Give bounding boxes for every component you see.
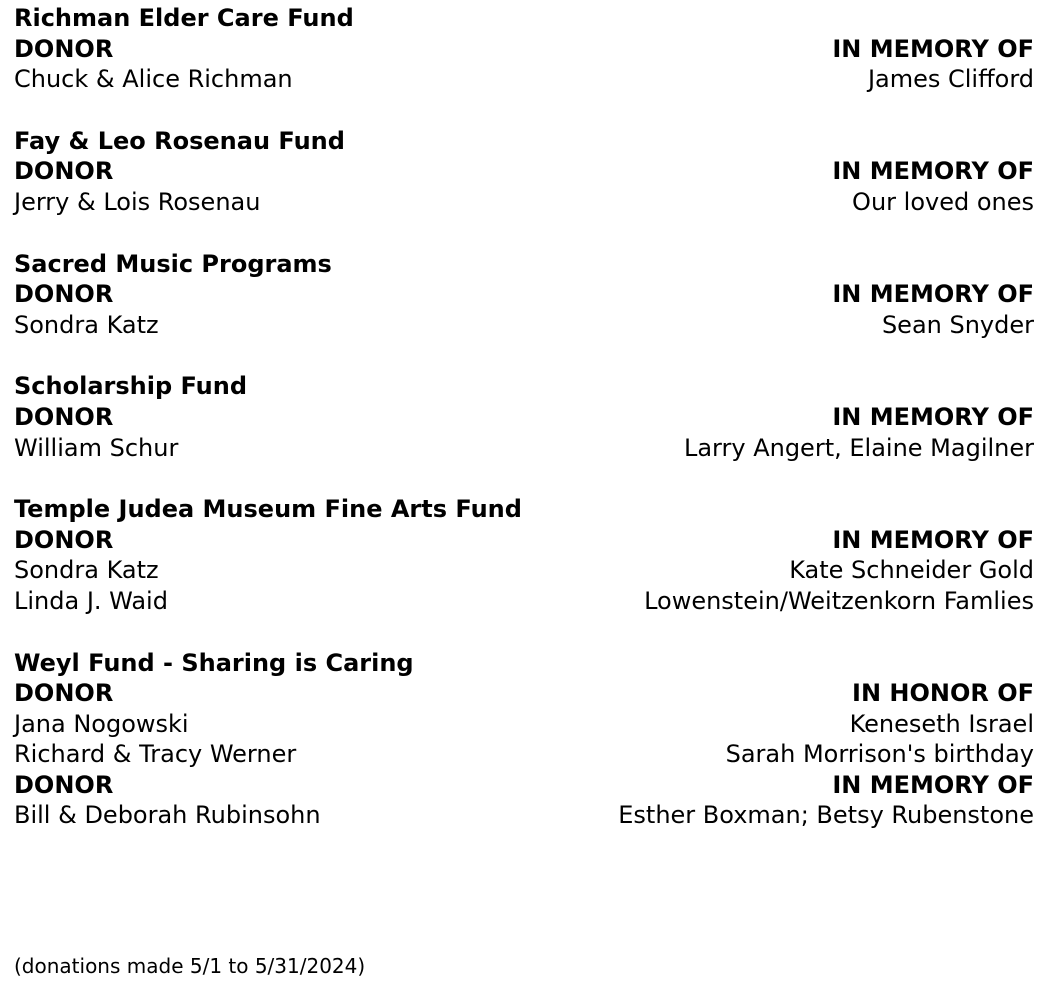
fund-section (14, 126, 1034, 218)
donation-list (14, 3, 1034, 862)
tribute-name: Larry Angert, Elaine Magilner (683, 433, 1034, 462)
column-header-row (14, 770, 1034, 801)
donor-name: Jerry & Lois Rosenau (14, 187, 261, 216)
fund-section (14, 648, 1034, 832)
tribute-header: IN MEMORY OF (832, 770, 1034, 799)
fund-title: Richman Elder Care Fund (14, 4, 354, 32)
tribute-header: IN MEMORY OF (832, 157, 1034, 186)
donor-name: Chuck & Alice Richman (14, 65, 293, 94)
donation-row (14, 433, 1034, 464)
fund-section (14, 249, 1034, 341)
donor-name: Sondra Katz (14, 310, 159, 339)
donor-header: DONOR (14, 770, 114, 799)
donation-row (14, 739, 1034, 770)
donor-header: DONOR (14, 402, 114, 431)
fund-title: Sacred Music Programs (14, 249, 332, 278)
column-header-row (14, 402, 1034, 433)
tribute-header: IN MEMORY OF (832, 34, 1034, 63)
donation-row (14, 555, 1034, 586)
column-header-row (14, 156, 1034, 187)
column-header-row (14, 525, 1034, 556)
donor-name: Linda J. Waid (14, 586, 168, 615)
tribute-name: Esther Boxman; Betsy Rubenstone (618, 801, 1034, 830)
fund-title: Weyl Fund - Sharing is Caring (14, 648, 414, 677)
donor-header: DONOR (14, 157, 114, 186)
column-header-row (14, 279, 1034, 310)
tribute-name: Lowenstein/Weitzenkorn Famlies (644, 586, 1034, 615)
column-header-row (14, 34, 1034, 65)
donor-name: William Schur (14, 433, 179, 462)
tribute-header: IN HONOR OF (852, 679, 1034, 708)
donor-header: DONOR (14, 679, 114, 708)
fund-section (14, 371, 1034, 463)
tribute-header: IN MEMORY OF (832, 280, 1034, 309)
donor-name: Sondra Katz (14, 556, 159, 585)
donation-row (14, 310, 1034, 341)
donor-header: DONOR (14, 34, 114, 63)
donor-name: Bill & Deborah Rubinsohn (14, 801, 321, 830)
tribute-header: IN MEMORY OF (832, 402, 1034, 431)
fund-section (14, 494, 1034, 616)
column-header-row (14, 678, 1034, 709)
tribute-name: Keneseth Israel (849, 709, 1034, 738)
donor-header: DONOR (14, 525, 114, 554)
donor-header: DONOR (14, 280, 114, 309)
donation-row (14, 586, 1034, 617)
tribute-name: James Clifford (867, 65, 1034, 94)
donor-name: Jana Nogowski (14, 709, 189, 738)
donation-row (14, 187, 1034, 218)
fund-title: Temple Judea Museum Fine Arts Fund (14, 495, 522, 524)
tribute-header: IN MEMORY OF (832, 525, 1034, 554)
tribute-name: Sean Snyder (881, 310, 1034, 339)
donation-row (14, 709, 1034, 740)
footnote: (donations made 5/1 to 5/31/2024) (14, 954, 366, 978)
fund-title: Fay & Leo Rosenau Fund (14, 126, 345, 155)
fund-section (14, 3, 1034, 95)
tribute-name: Sarah Morrison's birthday (725, 740, 1034, 769)
fund-title: Scholarship Fund (14, 372, 248, 401)
donation-row (14, 800, 1034, 831)
donor-name: Richard & Tracy Werner (14, 740, 297, 769)
donation-row (14, 64, 1034, 95)
tribute-name: Kate Schneider Gold (789, 556, 1034, 585)
tribute-name: Our loved ones (852, 187, 1034, 216)
